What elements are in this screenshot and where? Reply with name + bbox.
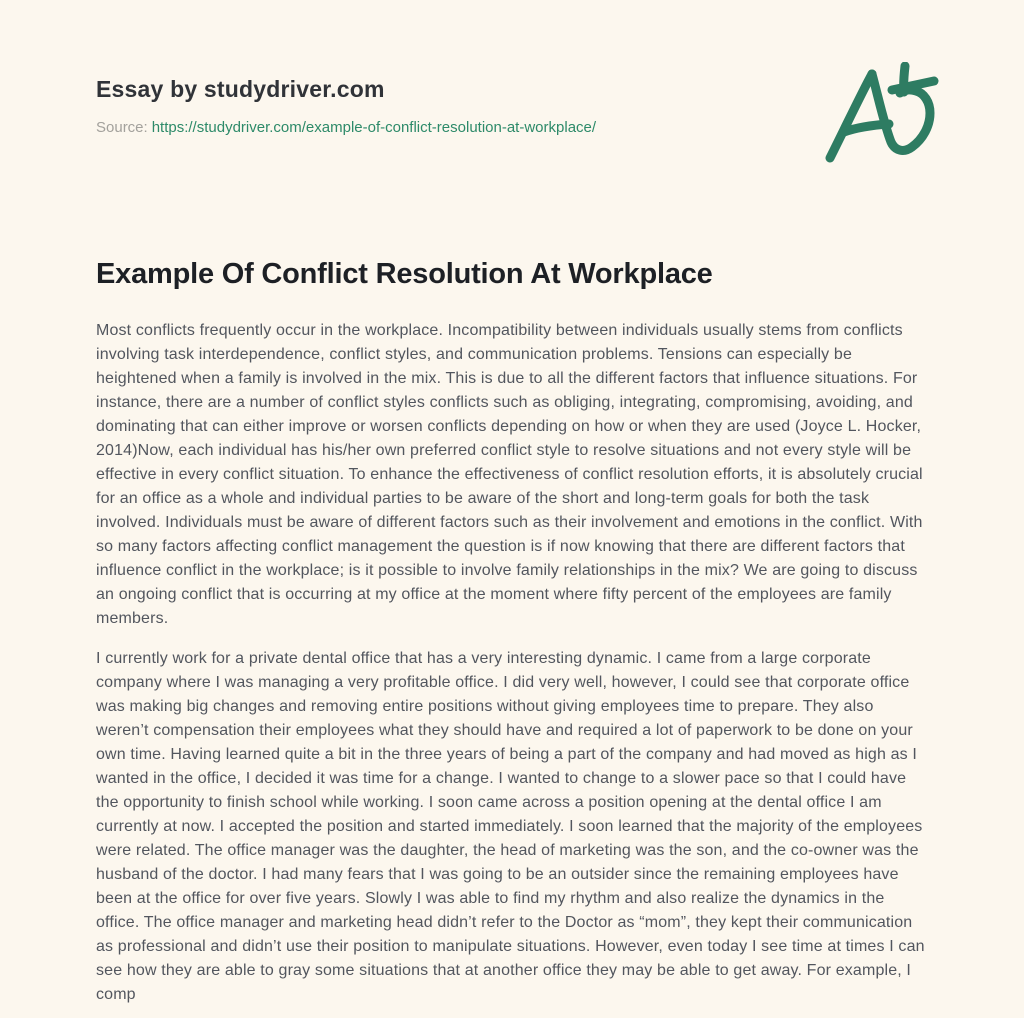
essay-paragraph-2: I currently work for a private dental office that has a very interesting dynamic. I came from a large corporate company where I was managing a very profitable office. I did very well, however, I could see that corporate office was making big changes and removing entire positions without giving employees time to prepare. They also weren’t compensation their employees what they should have and required a lot of paperwork to be done on your own time. Having learned quite a bit in the three years of being a part of the company and had moved as high as I wanted in the office, I decided it was time for a change. I wanted to change to a slower pace so that I could have the opportunity to finish school while working. I soon came across a position opening at the dental office I am currently at now. I accepted the position and started immediately. I soon learned that the majority of the employees were related. The office manager was the daughter, the head of marketing was the son, and the co-owner was the husband of the doctor. I had many fears that I was going to be an outsider since the remaining employees have been at the office for over five years. Slowly I was able to find my rhythm and also realize the dynamics in the office. The office manager and marketing head didn’t refer to the Doctor as “mom”, they kept their communication as professional and didn’t use their position to manipulate situations. However, even today I see time at times I can see how they are able to gray some situations that at another office they may be able to get away. For example, I comp <box>96 650 925 1003</box>
source-line <box>96 119 596 136</box>
studydriver-a-plus-logo-icon <box>816 62 956 166</box>
essay-body <box>96 319 928 1007</box>
page-header <box>96 72 928 166</box>
source-label: Source: <box>96 119 148 136</box>
essay-title: Example Of Conflict Resolution At Workplace <box>96 258 713 290</box>
source-url-link[interactable]: https://studydriver.com/example-of-conflict-resolution-at-workplace/ <box>151 119 597 136</box>
site-title: Essay by studydriver.com <box>96 76 385 102</box>
header-text-block <box>96 72 596 136</box>
essay-paragraph-1: Most conflicts frequently occur in the workplace. Incompatibility between individuals usually stems from conflicts involving task interdependence, conflict styles, and communication problems. Tensions can especially be heightened when a family is involved in the mix. This is due to all the different factors that influence situations. For instance, there are a number of conflict styles conflicts such as obliging, integrating, compromising, avoiding, and dominating that can either improve or worsen conflicts depending on how or when they are used (Joyce L. Hocker, 2014)Now, each individual has his/her own preferred conflict style to resolve situations and not every style will be effective in every conflict situation. To enhance the effectiveness of conflict resolution efforts, it is absolutely crucial for an office as a whole and individual parties to be aware of the short and long-term goals for both the task involved. Individuals must be aware of different factors such as their involvement and emotions in the conflict. With so many factors affecting conflict management the question is if now knowing that there are different factors that influence conflict in the workplace; is it possible to involve family relationships in the mix? We are going to discuss an ongoing conflict that is occurring at my office at the moment where fifty percent of the employees are family members. <box>96 322 923 627</box>
